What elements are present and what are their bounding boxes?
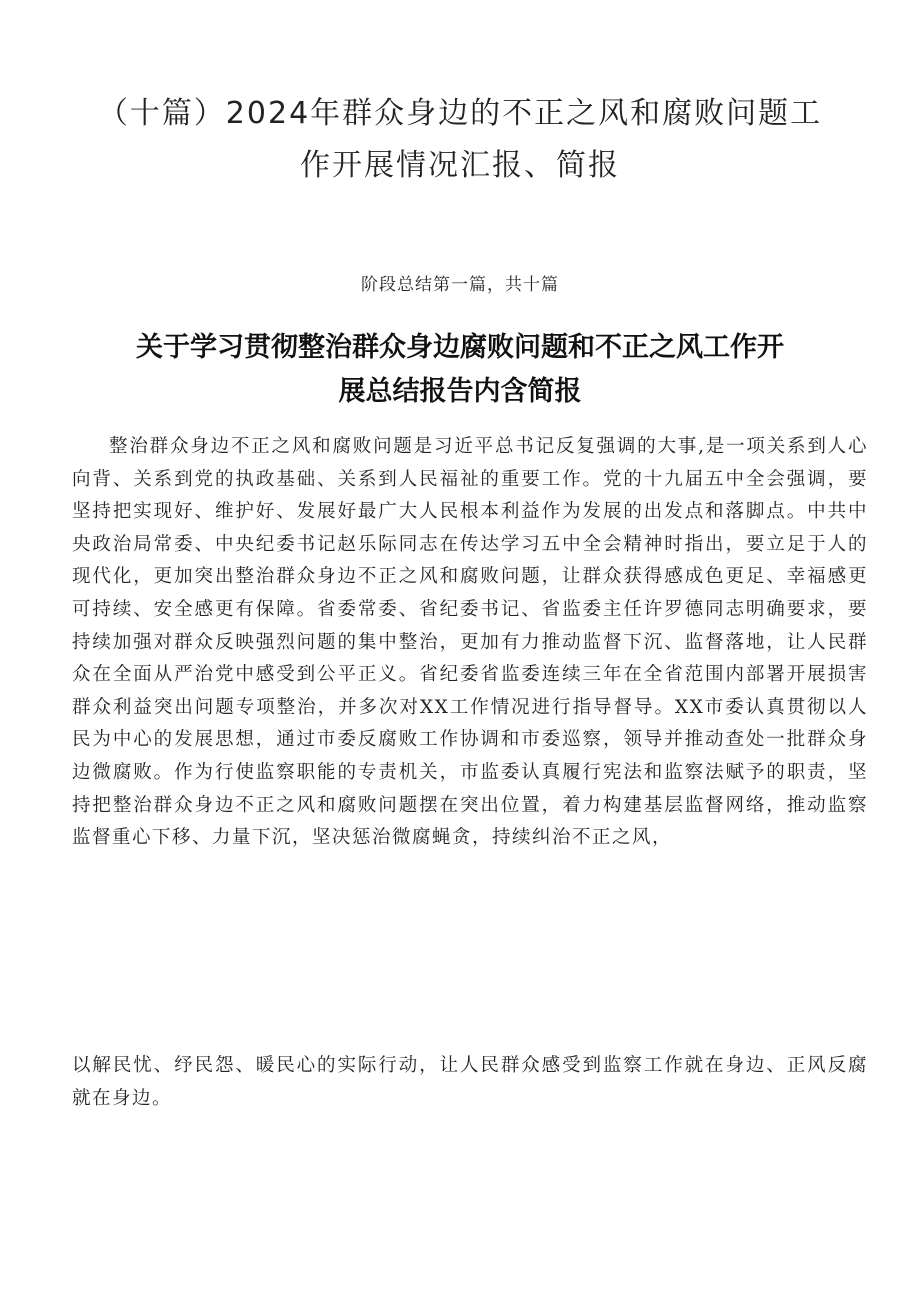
document-title-line-2: 作开展情况汇报、简报 [300,148,620,183]
document-title-line-1: （十篇）2024年群众身边的不正之风和腐败问题工 [97,96,823,131]
article-title-line-2: 展总结报告内含简报 [338,376,582,407]
body-paragraph-2: 以解民忧、纾民怨、暖民心的实际行动，让人民群众感受到监察工作就在身边、正风反腐就在身边。 [72,1055,868,1109]
body-paragraph-1: 整治群众身边不正之风和腐败问题是习近平总书记反复强调的大事,是一项关系到人心向背、关系到党的执政基础、关系到人民福祉的重要工作。党的十九届五中全会强调，要坚持把实现好、维护好、发展好最广大人民根本利益作为发展的出发点和落脚点。中共中央政治局常委、中央纪委书记赵乐际同志在传达学习五中全会精神时指出，要立足于人的现代化，更加突出整治群众身边不正之风和腐败问题，让群众获得感成色更足、幸福感更可持续、安全感更有保障。省委常委、省纪委书记、省监委主任许罗德同志明确要求，要持续加强对群众反映强烈问题的集中整治，更加有力推动监督下沉、监督落地，让人民群众在全面从严治党中感受到公平正义。省纪委省监委连续三年在全省范围内部署开展损害群众利益突出问题专项整治，并多次对XX工作情况进行指导督导。XX市委认真贯彻以人民为中心的发展思想，通过市委反腐败工作协调和市委巡察，领导并推动查处一批群众身边微腐败。作为行使监察职能的专责机关，市监委认真履行宪法和监察法赋予的职责，坚持把整治群众身边不正之风和腐败问题摆在突出位置，着力构建基层监督网络，推动监察监督重心下移、力量下沉，坚决惩治微腐蝇贪，持续纠治不正之风， [72,436,868,849]
document-title [60,88,860,192]
article-title-line-1: 关于学习贯彻整治群众身边腐败问题和不正之风工作开 [136,332,784,363]
article-title [90,326,830,414]
section-subtitle: 阶段总结第一篇，共十篇 [361,275,559,295]
